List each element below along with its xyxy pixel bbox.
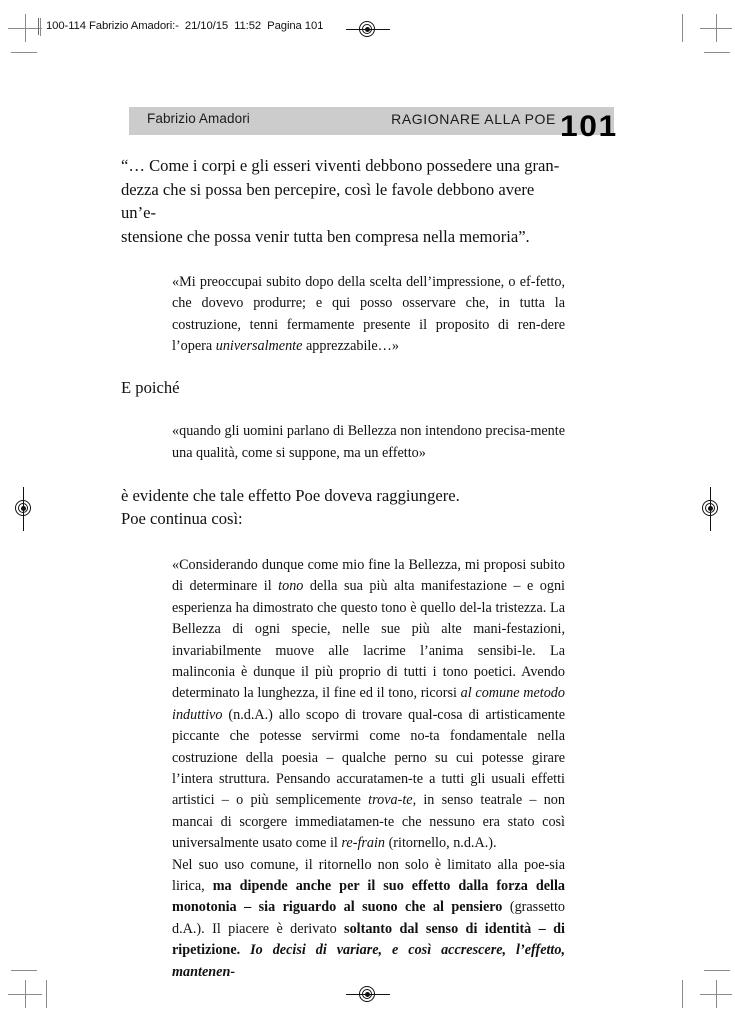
blockquote-ritornello-bold-1: ma dipende anche per il suo effetto dalla forza della monotonia – sia riguardo al suono che al pensiero	[172, 878, 565, 916]
blockquote-impressione	[172, 272, 565, 358]
page-number-folio: 101	[560, 110, 618, 143]
bridge-text-line-2: Poe continua così:	[121, 509, 243, 529]
blockquote-ritornello-part-1: Nel suo uso comune, il ritornello non solo è limitato alla poe-sia lirica,	[172, 856, 565, 895]
blockquote-considerando-part-1: «Considerando dunque come mio fine la Bellezza, mi proposi subito di determinare il	[172, 556, 565, 595]
blockquote-ritornello	[172, 855, 565, 983]
blockquote-ritornello-part-2: (grassetto d.A.). Il piacere è derivato	[172, 899, 565, 937]
bridge-text-line-1: è evidente che tale effetto Poe doveva raggiungere.	[121, 485, 460, 505]
running-head-author: Fabrizio Amadori	[147, 111, 250, 126]
blockquote-considerando-part-4: , in senso teatrale – non mancai di scorgere immediatamen-te che nessuno era stato così universalmente usato come il	[172, 792, 565, 852]
opening-quote-line-2: dezza che si possa ben percepire, così le favole debbono avere un’e-	[121, 179, 535, 222]
blockquote-considerando-italic-metodo: al comune metodo induttivo	[172, 685, 565, 723]
blockquote-impressione-part-1: «Mi preoccupai subito dopo della scelta dell’impressione, o ef-fetto, che dovevo produrre; e qui posso osservare che, in tutta la costruzione, tenni fermamente presente il proposito di ren-dere l’opera	[172, 274, 565, 355]
text-column	[121, 154, 565, 983]
blockquote-considerando-italic-tono: tono	[278, 578, 304, 595]
spacer	[121, 531, 565, 555]
opening-quote-line-1: “… Come i corpi e gli esseri viventi debbono possedere una gran-	[121, 156, 560, 175]
blockquote-considerando-italic-trovate: trova-te	[368, 792, 413, 809]
blockquote-impressione-part-2: apprezzabile…»	[302, 338, 399, 355]
blockquote-considerando-part-5: (ritornello, n.d.A.).	[385, 835, 497, 852]
blockquote-impressione-italic: universalmente	[215, 338, 303, 355]
opening-quote-line-3: stensione che possa venir tutta ben compresa nella memoria”.	[121, 226, 530, 246]
blockquote-considerando	[172, 555, 565, 855]
blockquote-considerando-part-3: (n.d.A.) allo scopo di trovare qual-cosa di artisticamente piccante che potesse servirmi come no-ta fondamentale nella costruzione della poesia – qualche perno su cui potesse girare l’intera struttura. Pensando accuratamen-te a tutti gli usuali effetti artistici – o più semplicemente	[172, 706, 565, 809]
running-head-title: RAGIONARE ALLA POE	[391, 111, 556, 127]
spacer	[121, 464, 565, 484]
bridge-text-e-poiche: E poiché	[121, 377, 180, 397]
spacer	[121, 399, 565, 421]
spacer	[121, 358, 565, 376]
slug-text: 100-114 Fabrizio Amadori:- 21/10/15 11:52 Pagina 101	[46, 20, 324, 32]
blockquote-considerando-part-2: della sua più alta manifestazione – e ogni esperienza ha dimostrato che questo tono è quello del-la tristezza. La Bellezza di ogni specie, nelle sue più alte mani-festazioni, invariabilmente muove alle lacrime l’anima sensibi-le. La malinconia è dunque il più proprio di tutti i tono poetici. Avendo determinato la lunghezza, il fine ed il tono, ricorsi	[172, 578, 565, 702]
running-head-band	[129, 107, 614, 135]
blockquote-ritornello-bold-italic: Io decisi di variare, e così accrescere, l’effetto, mantenen-	[172, 942, 566, 980]
spacer	[121, 248, 565, 272]
blockquote-bellezza: «quando gli uomini parlano di Bellezza non intendono precisa-mente una qualità, come si suppone, ma un effetto»	[172, 423, 565, 461]
blockquote-ritornello-part-3	[240, 942, 250, 958]
blockquote-ritornello-bold-2: soltanto dal senso di identità – di ripetizione.	[172, 920, 565, 959]
blockquote-considerando-italic-refrain: re-frain	[341, 835, 386, 852]
